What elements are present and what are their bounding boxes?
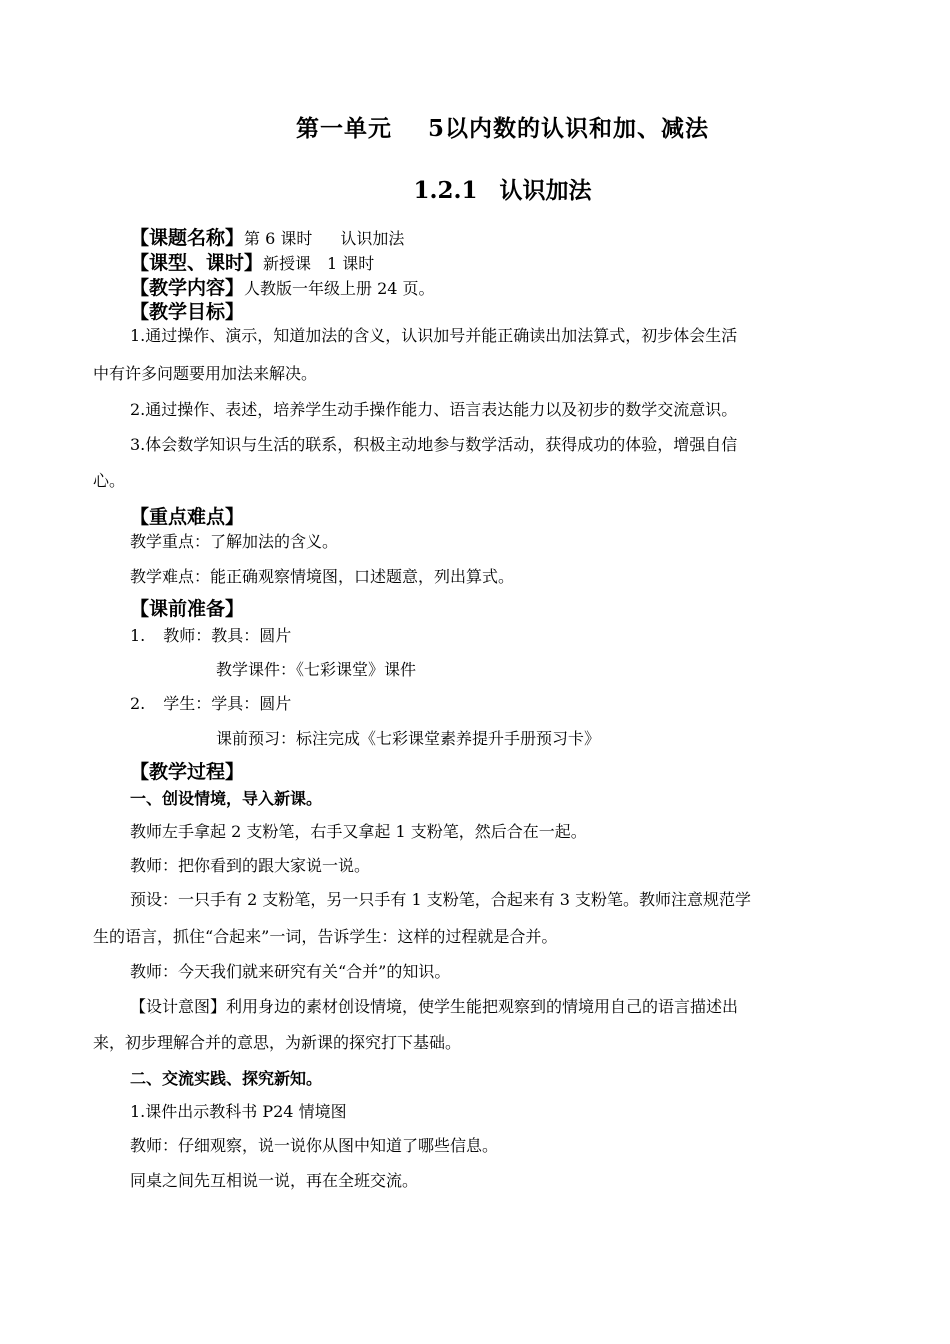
- section-1-heading: 一、创设情境，导入新课。: [130, 789, 323, 808]
- prep-student: [130, 692, 860, 716]
- lesson-hours: 1 课时: [327, 254, 375, 273]
- lesson-content-value: 人教版一年级上册 24 页。: [244, 279, 435, 298]
- lesson-number: 1.2.1: [413, 177, 478, 204]
- section-2-heading: 二、交流实践、探究新知。: [130, 1069, 323, 1088]
- prep-student-num: 2.: [130, 694, 146, 713]
- lesson-name-value: 认识加法: [340, 229, 405, 248]
- key-focus: 教学重点：了解加法的含义。: [130, 532, 339, 551]
- prep-label: 【课前准备】: [130, 598, 245, 620]
- process-p2: 教师：把你看到的跟大家说一说。: [130, 856, 371, 875]
- goal-2: 2.通过操作、表述，培养学生动手操作能力、语言表达能力以及初步的数学交流意识。: [130, 400, 738, 419]
- lesson-type-row: [130, 251, 860, 276]
- process-p8: 同桌之间先互相说一说，再在全班交流。: [130, 1171, 419, 1190]
- process-p4: 教师：今天我们就来研究有关“合并”的知识。: [130, 962, 451, 981]
- process-p3-line-2: 生的语言，抓住“合起来”一词，告诉学生：这样的过程就是合并。: [93, 927, 558, 946]
- key-heading-row: [130, 505, 860, 530]
- lesson-period: 第 6 课时: [244, 229, 313, 248]
- process-p7: 教师：仔细观察，说一说你从图中知道了哪些信息。: [130, 1136, 499, 1155]
- process-label: 【教学过程】: [130, 761, 245, 783]
- process-p3-line-1: 预设：一只手有 2 支粉笔，另一只手有 1 支粉笔，合起来有 3 支粉笔。教师注意规范学: [130, 890, 752, 909]
- unit-title: [0, 110, 950, 143]
- lesson-title: [0, 172, 950, 205]
- lesson-name: 认识加法: [499, 177, 592, 204]
- design-intent-line-1: 【设计意图】利用身边的素材创设情境，使学生能把观察到的情境用自己的语言描述出: [130, 997, 739, 1016]
- key-label: 【重点难点】: [130, 506, 245, 528]
- lesson-content-row: [130, 276, 860, 301]
- goals-label: 【教学目标】: [130, 301, 245, 323]
- goal-1-line-1: 1.通过操作、演示，知道加法的含义，认识加号并能正确读出加法算式，初步体会生活: [130, 326, 738, 345]
- process-p1: 教师左手拿起 2 支粉笔，右手又拿起 1 支粉笔，然后合在一起。: [130, 822, 587, 841]
- process-p6: 1.课件出示教科书 P24 情境图: [130, 1102, 347, 1121]
- goal-3-line-1: 3.体会数学知识与生活的联系，积极主动地参与数学活动，获得成功的体验，增强自信: [130, 435, 738, 454]
- goal-1-line-2: 中有许多问题要用加法来解决。: [93, 364, 318, 383]
- goals-heading-row: [130, 300, 860, 325]
- prep-teacher-text: 教师：教具：圆片: [163, 626, 292, 645]
- prep-teacher: [130, 624, 860, 648]
- unit-topic: 5以内数的认识和加、减法: [427, 115, 709, 142]
- lesson-name-row: [130, 226, 860, 251]
- process-heading-row: [130, 760, 860, 785]
- prep-teacher-num: 1.: [130, 626, 146, 645]
- design-intent-line-2: 来，初步理解合并的意思，为新课的探究打下基础。: [93, 1033, 462, 1052]
- prep-preview: 课前预习：标注完成《七彩课堂素养提升手册预习卡》: [216, 729, 601, 748]
- lesson-type-label: 【课型、课时】: [130, 252, 264, 274]
- lesson-content-label: 【教学内容】: [130, 277, 245, 299]
- goal-3-line-2: 心。: [93, 471, 126, 490]
- prep-heading-row: [130, 597, 860, 622]
- lesson-name-label: 【课题名称】: [130, 227, 245, 249]
- prep-courseware: 教学课件：《七彩课堂》课件: [216, 660, 417, 679]
- unit-label: 第一单元: [295, 115, 392, 142]
- lesson-type-value: 新授课: [263, 254, 312, 273]
- key-difficulty: 教学难点：能正确观察情境图，口述题意，列出算式。: [130, 567, 515, 586]
- prep-student-text: 学生：学具：圆片: [163, 694, 292, 713]
